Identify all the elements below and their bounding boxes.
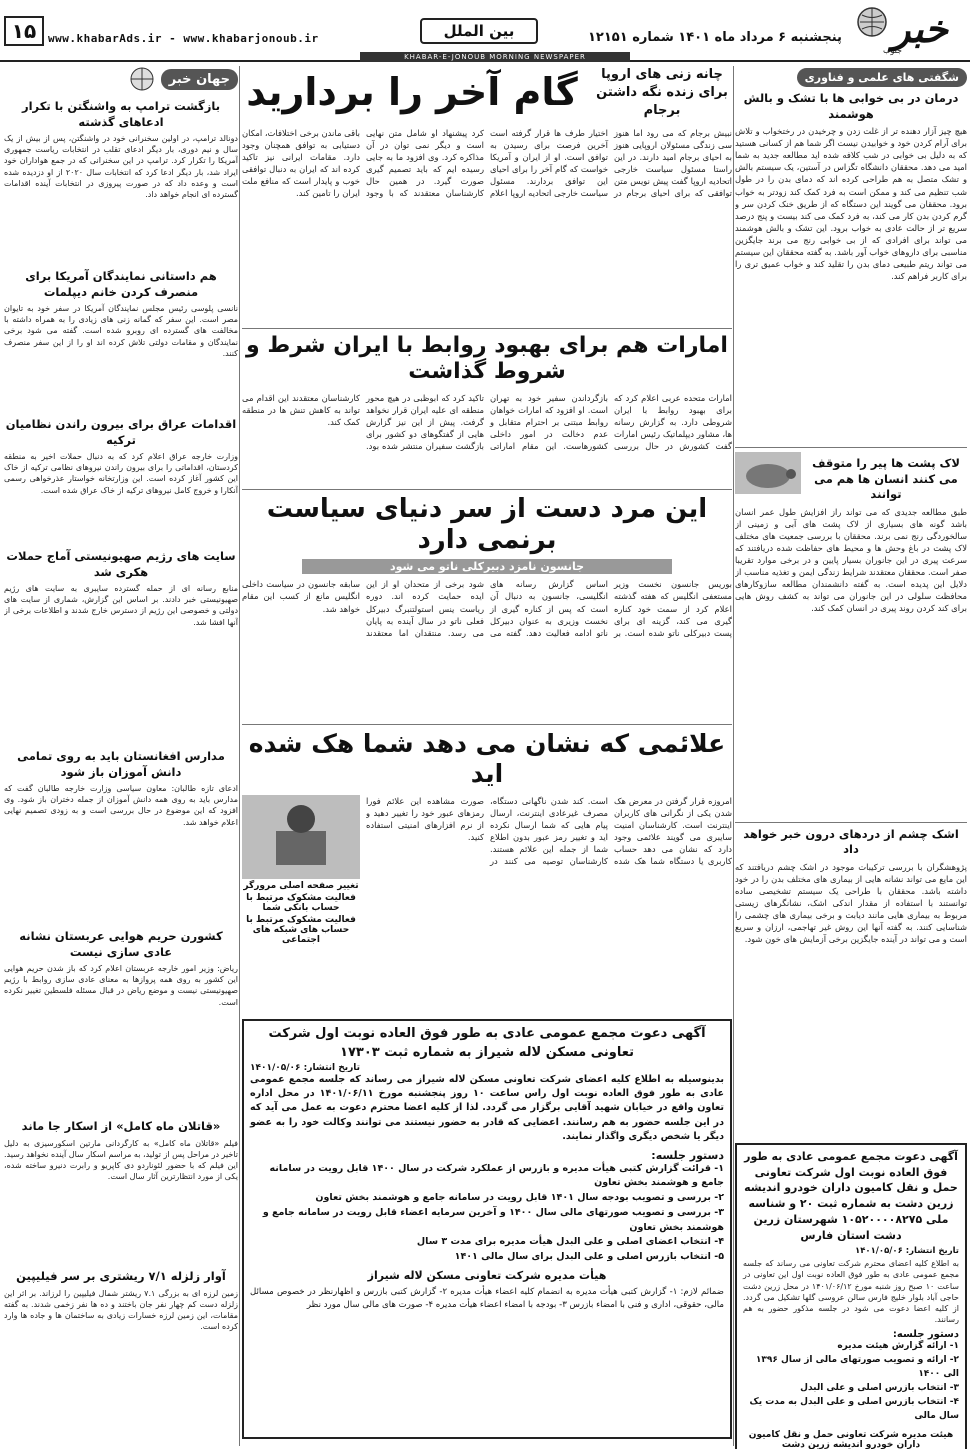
left-column <box>4 66 238 1446</box>
story-subhead: جانسون نامزد دبیرکلی ناتو می شود <box>302 559 672 574</box>
logo-text: خبر <box>892 6 948 51</box>
english-strip: KHABAR-E-JONOUB MORNING NEWSPAPER <box>360 52 630 62</box>
center-column <box>242 66 732 1446</box>
article-title: درمان در بی خوابی ها با تشک و بالش هوشمند <box>743 91 959 121</box>
housing-coop-ad <box>242 1019 732 1439</box>
story-subheading: تغییر صفحه اصلی مرورگر <box>243 881 359 891</box>
article-title: اشک چشم از دردهای درون خبر خواهد داد <box>743 826 959 857</box>
story-body: امروزه قرار گرفتن در معرض هک شدن یکی از نگرانی های کاربران اینترنت است. کارشناسان امنیت سایبری می گویند علائمی وجود دارد که نشان می دهد حساب کاربری یا دستگاه شما هک شده است. کند شدن ناگهانی دستگاه، مصرف غیرعادی اینترنت، ارسال پیام هایی که شما ارسال نکرده اید و تغییر رمز عبور بدون اطلاع شما از جمله این علائم هستند. کارشناسان توصیه می کنند در صورت مشاهده این علائم فورا رمزهای عبور خود را تغییر دهید و از نرم افزارهای امنیتی استفاده کنید. <box>366 796 732 867</box>
column-divider <box>733 66 734 1446</box>
hacker-icon <box>242 795 360 879</box>
ad-title: آگهی دعوت مجمع عمومی عادی به طور فوق العاده نوبت اول شرکت تعاونی حمل و نقل کامیون داران خودرو اندیشه زرین دشت به شماره ثبت ۲۰ و شناسه ملی ۱۰۵۲۰۰۰۰۸۲۷۵ شهرستان زرین دشت استان فارس <box>744 1149 958 1243</box>
ad-agenda-item: ۵- انتخاب بازرس اصلی و علی البدل برای سال مالی ۱۴۰۱ <box>454 1250 724 1262</box>
news-title: «قاتلان ماه کامل» از اسکار جا ماند <box>21 1119 221 1133</box>
ad-body: به اطلاع کلیه اعضای محترم شرکت تعاونی می رساند که جلسه مجمع عمومی عادی به طور فوق العاده نوبت اول این تعاونی در ساعت ۱۰ صبح روز شنبه مورخ ۱۴۰۱/۰۶/۱۲ در محل زرین دشت حاجی آباد بلوار خلیج فارس سالن عروسی گلها تشکیل می گردد. از کلیه اعضا دعوت می شود در جلسه مذکور حضور به هم رسانند. <box>743 1259 960 1325</box>
news-title: بازگشت ترامپ به واشنگتن با تکرار ادعاهای گذشته <box>21 99 221 129</box>
news-item <box>4 413 238 545</box>
news-body: وزارت خارجه عراق اعلام کرد که به دنبال حملات اخیر به منطقه کردستان، اقداماتی را برای بیرون راندن نیروهای نظامی ترکیه از خاک این کشور آغاز کرده است. این وزارتخانه خواستار عذرخواهی رسمی آنکارا و خروج کامل نیروهای ترکیه از خاک عراق شده است. <box>4 452 238 495</box>
turtle-image <box>735 452 801 494</box>
ad-agenda-item: ۴- انتخاب بازرس اصلی و علی البدل به مدت یک سال مالی <box>749 1397 959 1422</box>
page-number: ۱۵ <box>4 16 44 46</box>
story-subheading: فعالیت مشکوک مرتبط با حساب های شبکه های اجتماعی <box>246 915 356 945</box>
news-body: فیلم «قاتلان ماه کامل» به کارگردانی مارتین اسکورسیزی به دلیل تاخیر در مراحل پس از تولید، به مراسم اسکار سال آینده نخواهد رسید. این فیلم که با حضور لئوناردو دی کاپریو و رابرت دنیرو ساخته شده، یکی از مورد انتظارترین آثار سال است. <box>4 1138 238 1182</box>
news-body: ریاض: وزیر امور خارجه عربستان اعلام کرد که باز شدن حریم هوایی این کشور به روی همه پروازها به معنای عادی سازی روابط با رژیم صهیونیستی نیست و موضع ریاض در قبال مسئله فلسطین تغییر نکرده است. <box>4 964 238 1007</box>
news-body: منابع رسانه ای از حمله گسترده سایبری به سایت های رژیم صهیونیستی خبر دادند. بر اساس این گزارش، شماری از سایت های دولتی و خصوصی این رژیم از دسترس خارج شدند و اطلاعات برخی از آنها افشا شد. <box>4 584 238 627</box>
ad-body: بدینوسیله به اطلاع کلیه اعضای شرکت تعاونی مسکن لاله شیراز می رساند که جلسه مجمع عمومی عادی به طور فوق العاده نوبت اول راس ساعت ۱۰ روز پنجشنبه مورخ ۱۴۰۱/۰۶/۱۱ در محل اداره تعاون واقع در خیابان شهید آقایی برگزار می گردد. لذا از کلیه اعضا محترم دعوت به عمل می آید که در این جلسه حضور به هم رسانند. اعضایی که قادر به حضور نیستند می توانند وکالت خود را به عضو دیگر یا شخص دیگری واگذار نمایند. <box>250 1073 724 1143</box>
turtle-icon <box>735 452 801 494</box>
article-body: طبق مطالعه جدیدی که می تواند راز افزایش طول عمر انسان باشد گونه های بسیاری از لاک پشت های آبی و زمینی از سالخوردگی رنج نمی برند. محققان با بررسی جمعیت های مختلف لاک پشت در باغ وحش ها و محیط های حفاظت شده دریافتند که سرعت پیری در این جانوران بسیار پایین و در برخی موارد تقریبا صفر است. محققان معتقدند شرایط زندگی ایمن و تغذیه مناسب از دلایل این پدیده است. به گفته دانشمندان مطالعه سازوکارهای محافظت سلولی در این جانوران می تواند به کشف روش هایی برای کند کردن روند پیری در انسان کمک کند. <box>735 506 967 614</box>
story-headline: امارات هم برای بهبود روابط با ایران شرط و شروط گذاشت <box>246 333 728 385</box>
news-item <box>4 95 238 265</box>
science-box-title: شگفتی های علمی و فناوری <box>797 68 967 87</box>
article-body: پژوهشگران با بررسی ترکیبات موجود در اشک چشم دریافتند که این مایع می تواند نشانه هایی از بیماری های مختلف بدن را در خود داشته باشد. محققان با طراحی یک سیستم تشخیصی ساده توانستند با استفاده از مقدار اندکی اشک، نشانگرهای زیستی مربوط به بیماری هایی مانند دیابت و برخی بیماری های چشمی را شناسایی کنند. به گفته آنها این روش غیر تهاجمی، ارزان و سریع است و می تواند در آینده جایگزین برخی آزمایش های خون شود. <box>735 861 967 945</box>
news-item <box>4 545 238 745</box>
article-title: لاک پشت ها پیر را متوقف می کنند انسان ها هم می توانند <box>812 456 960 502</box>
story-jcpoa <box>242 66 732 328</box>
story-headline: این مرد دست از سر دنیای سیاست برنمی دارد <box>266 494 708 556</box>
news-title: آوار زلزله ۷/۱ ریشتری بر سر فیلیپین <box>16 1269 226 1283</box>
ad-agenda-item: ۳- انتخاب بازرس اصلی و علی البدل <box>800 1383 959 1394</box>
news-title: اقدامات عراق برای بیرون راندن نظامیان ترکیه <box>5 417 237 447</box>
ad-footer: هیئت مدیره شرکت تعاونی حمل و نقل کامیون داران خودرو اندیشه زرین دشت <box>748 1429 954 1449</box>
ad-agenda-item: ۴- انتخاب اعضای اصلی و علی البدل هیأت مدیره برای مدت ۳ سال <box>416 1236 724 1248</box>
news-item <box>4 265 238 413</box>
ad-agenda-item: ۳- بررسی و تصویب صورتهای مالی سال ۱۴۰۰ و آخرین سرمایه اعضاء قابل رویت در سامانه جامع و هوشمند بخش تعاون <box>262 1206 724 1233</box>
ad-signature: هیأت مدیره شرکت تعاونی مسکن لاله شیراز <box>367 1268 607 1282</box>
ad-footer: ضمائم لازم: ۱- گزارش کتبی هیأت مدیره به انضمام کلیه اعضاء هیأت مدیره ۲- گزارش کتبی بازرس و اظهارنظر در خصوص مسائل مالی، حقوقی، اداری و فنی با امضاء بازرس ۳- بودجه با امضاء اعضاء هیأت مدیره ۴- صورت های مالی سال مورد نظر <box>250 1286 724 1310</box>
globe-icon <box>129 66 155 92</box>
logo-subtitle: جنوب <box>882 46 902 55</box>
cooperative-ad <box>735 1143 967 1449</box>
ad-agenda-item: ۲- ارائه و تصویب صورتهای مالی از سال ۱۳۹۶ الی ۱۴۰۰ <box>755 1355 959 1380</box>
news-item <box>4 1265 238 1435</box>
article-body: هیچ چیز آزار دهنده تر از غلت زدن و چرخیدن در رختخواب و تلاش برای آرام کردن خود و خوابیدن نیست اگر شما هم از کسانی هستید که به دلیل بی خوابی در شب کلافه شده اید مطالعه جدید به شما امید می دهد. محققان دانشگاه تگزاس در آستین، یک سیستم بالش و تشک متصل به هم طراحی کرده اند که دمای بدن را در طول شب تنظیم می کند و ممکن است به فرد کمک کند زودتر به خواب برود. محققان می گویند این دستگاه که از طریق خنک کردن سر و گرم کردن بدن کار می کند، به فرد کمک می کند بیست و پنج درصد سریع تر از حالت عادی به خواب برود. این تشک و بالش هوشمند می تواند برای افرادی که از بی خوابی رنج می برند جایگزین مناسبی برای داروهای خواب آور باشد. به گفته محققان این سیستم می تواند ریتم طبیعی دمای بدن را تقلید کند و خواب عمیق تری را برای کاربر فراهم کند. <box>735 126 967 282</box>
ad-agenda-title: دستور جلسه: <box>651 1148 724 1162</box>
date-line: پنجشنبه ۶ مرداد ماه ۱۴۰۱ شماره ۱۲۱۵۱ <box>588 30 842 45</box>
hacker-image <box>242 795 360 879</box>
section-title: بین الملل <box>420 18 538 44</box>
story-headline: گام آخر را بردارید <box>246 70 578 115</box>
news-body: زمین لرزه ای به بزرگی ۷.۱ ریشتر شمال فیلیپین را لرزاند. بر اثر این زلزله دست کم چهار نفر جان باختند و ده ها نفر زخمی شدند. به گفته مقامات، این زمین لرزه خسارات زیادی به ساختمان ها و جاده ها وارد کرده است. <box>4 1288 238 1332</box>
story-subheading: فعالیت مشکوک مرتبط با حساب بانکی شما <box>246 893 356 913</box>
news-body: دونالد ترامپ، در اولین سخنرانی خود در واشنگتن، پس از بیش از یک سال و نیم دوری، بار دیگر ادعای تقلب در انتخابات ریاست جمهوری آمریکا را تکرار کرد. ترامپ در این سخنرانی که در جمع هواداران خود ایراد شد، بار دیگر ادعا کرد که انتخابات سال ۲۰۲۰ از او دزدیده شده است و وعده داد که در صورت پیروزی در انتخابات آینده اقدامات گسترده ای انجام خواهد داد. <box>4 134 238 199</box>
ad-date: تاریخ انتشار: ۱۴۰۱/۰۵/۰۶ <box>250 1062 361 1073</box>
ad-agenda-item: ۲- بررسی و تصویب بودجه سال ۱۴۰۱ قابل رویت در سامانه جامع و هوشمند بخش تعاون <box>315 1192 724 1204</box>
ad-agenda-item: ۱- قرائت گزارش کتبی هیأت مدیره و بازرس از عملکرد شرکت در سال ۱۴۰۰ قابل رویت در سامانه جامع و هوشمند بخش تعاون <box>269 1162 724 1189</box>
world-news-title: جهان خبر <box>161 69 238 90</box>
news-title: مدارس افغانستان باید به روی تمامی دانش آموزان باز شود <box>17 749 225 779</box>
news-item <box>4 925 238 1115</box>
news-title: هم داستانی نمایندگان آمریکا برای منصرف کردن خانم دیپلمات <box>25 269 217 299</box>
story-headline: علائمی که نشان می دهد شما هک شده اید <box>248 729 726 788</box>
site-urls[interactable]: www.khabarAds.ir - www.khabarjonoub.ir <box>48 32 319 45</box>
story-johnson <box>242 490 732 724</box>
story-body: امارات متحده عربی اعلام کرد که برای بهبود روابط با ایران شروطی دارد. به گزارش رسانه ها، مشاور دیپلماتیک رئیس امارات گفت کشورش در حال بررسی بازگرداندن سفیر خود به تهران است. او افزود که امارات خواهان روابط مبتنی بر احترام متقابل و عدم دخالت در امور داخلی کشورهاست. این مقام اماراتی تاکید کرد که ابوظبی در هیچ محور منطقه ای علیه ایران قرار نخواهد گرفت. پیش از این نیز گزارش هایی از گفتگوهای دو کشور برای بازگشت سفیران منتشر شده بود. کارشناسان معتقدند این اقدام می تواند به کاهش تنش ها در منطقه کمک کند. <box>242 392 732 452</box>
story-hacked <box>242 725 732 1019</box>
news-item <box>4 745 238 925</box>
ad-title: آگهی دعوت مجمع عمومی عادی به طور فوق العاده نوبت اول شرکت تعاونی مسکن لاله شیراز به شماره ثبت ۱۷۳۰۳ <box>268 1026 706 1060</box>
news-body: ادعای تازه طالبان: معاون سیاسی وزارت خارجه طالبان گفت که مدارس باید به روی همه دانش آموزان از جمله دختران باز شود. وی افزود که این موضوع در حال بررسی است و به زودی تصمیم نهایی اعلام خواهد شد. <box>4 784 238 827</box>
ad-agenda-item: ۱- ارائه گزارش هیئت مدیره <box>837 1341 959 1352</box>
news-title: کشورن حریم هوایی عربستان نشانه عادی سازی نیست <box>19 929 223 959</box>
masthead <box>0 0 970 62</box>
column-divider <box>239 66 240 1446</box>
news-item <box>4 1115 238 1265</box>
news-title: سایت های رژیم صهیونیستی آماج حملات هکری شد <box>6 549 236 579</box>
news-body: نانسی پلوسی رئیس مجلس نمایندگان آمریکا در سفر خود به تایوان مصر است. این سفر که گمانه زنی های زیادی را به همراه داشته با مخالفت های گسترده ای روبرو شده است. گفته می شود برخی نمایندگان و مقامات دولتی تلاش کرده اند او را از این سفر منصرف کنند. <box>4 304 238 358</box>
ad-agenda-title: دستور جلسه: <box>892 1329 959 1341</box>
right-column <box>735 66 967 1449</box>
story-body: نبیش برجام که می رود اما هنوز سی زندگی مسئولان اروپایی هنوز به احیای برجام امید دارند. در این راستا مسئول سیاست خارجی اتحادیه اروپا گفت پیش نویس متن توافقی که برای احیای برجام در اختیار طرف ها قرار گرفته است آخرین فرصت برای رسیدن به توافق است. او از ایران و آمریکا خواست که گام آخر را برای احیای این توافق بردارند. مسئول سیاست خارجی اتحادیه اروپا اعلام کرد پیشنهاد او شامل متن نهایی است و دیگر نمی توان در آن مذاکره کرد. وی افزود ما به جایی رسیده ایم که باید تصمیم گیری صورت گیرد. در همین حال کارشناسان معتقدند که با وجود باقی ماندن برخی اختلافات، امکان دستیابی به توافق همچنان وجود دارد. مقامات ایرانی نیز تاکید کرده اند که ایران به دنبال توافقی خوب و پایدار است که منافع ملت ایران را تامین کند. <box>242 127 732 199</box>
ad-date: تاریخ انتشار: ۱۴۰۱/۰۵/۰۶ <box>855 1246 959 1257</box>
story-uae <box>242 329 732 489</box>
story-kicker: چانه زنی های اروپا برای زنده نگه داشتن برجام <box>596 67 728 119</box>
newspaper-logo <box>852 2 962 58</box>
story-body: بوریس جانسون نخست وزیر مستعفی انگلیس که هفته گذشته اعلام کرد از سمت خود کناره گیری می کند، گزینه ای برای پست دبیرکلی ناتو شده است. بر اساس گزارش رسانه های انگلیسی، جانسون به دنبال آن است که پس از کناره گیری از نخست وزیری به عنوان دبیرکل ناتو ادامه فعالیت دهد. گفته می شود برخی از متحدان او از این ایده حمایت کرده اند. دوره ریاست ینس استولتنبرگ دبیرکل فعلی ناتو در سال آینده به پایان می رسد. منتقدان اما معتقدند سابقه جانسون در سیاست داخلی انگلیس مانع از کسب این مقام خواهد شد. <box>242 579 732 638</box>
